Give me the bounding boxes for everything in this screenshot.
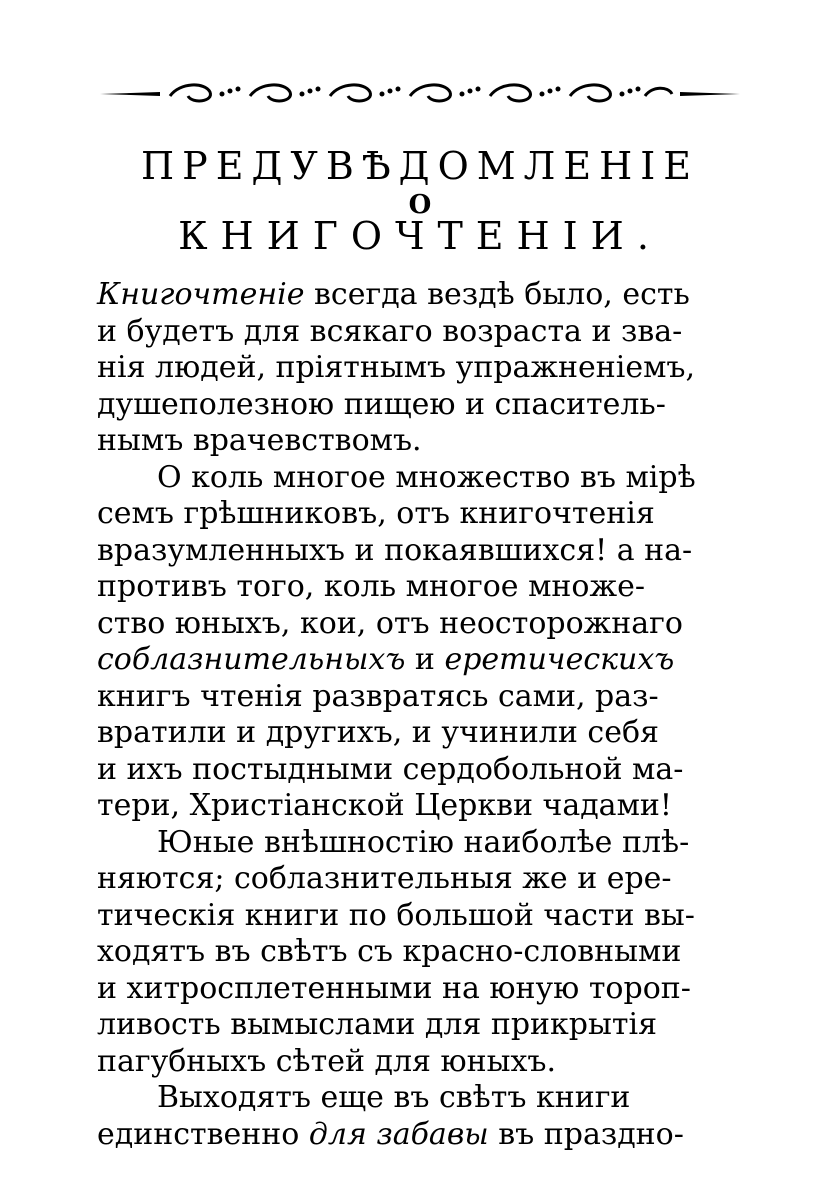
- text-line: душеполезною пищею и спаситель-: [97, 386, 666, 422]
- paragraph: [97, 277, 737, 460]
- text-line: вразумленныхъ и покаявшихся! а на-: [97, 532, 693, 568]
- text-line: няются; соблазнительныя же и ере-: [97, 861, 672, 896]
- text-line: тическія книги по большой части вы-: [97, 897, 695, 933]
- decorative-ornament-icon: [100, 74, 740, 110]
- text-line: Выходятъ еще въ свѣтъ книги: [157, 1080, 631, 1115]
- text-line: и будетъ для всякаго возраста и зва-: [97, 313, 683, 349]
- text-line: соблазнительныхъ и еретическихъ: [97, 642, 675, 677]
- text-line: тери, Христіанской Церкви чадами!: [97, 788, 672, 823]
- text-line: вратили и другихъ, и учинили себя: [97, 715, 659, 750]
- text-line: книгъ чтенія развратясь сами, раз-: [97, 678, 659, 714]
- text-line: пагубныхъ сѣтей для юныхъ.: [97, 1043, 557, 1079]
- body-text: [97, 277, 737, 1153]
- text-line: и хитросплетенными на юную тороп-: [97, 970, 691, 1006]
- text-line: семъ грѣшниковъ, отъ книгочтенія: [97, 496, 655, 531]
- title-conjunction: О: [408, 190, 432, 220]
- text-line: нія людей, пріятнымъ упражненіемъ,: [97, 350, 696, 385]
- text-line: ходятъ въ свѣтъ съ красно-словными: [97, 934, 682, 969]
- page-subtitle: КНИГОЧТЕНІИ.: [178, 214, 662, 258]
- paragraph: [97, 825, 737, 1081]
- text-line: единственно для забавы въ праздно-: [97, 1116, 684, 1152]
- text-line: ливость вымыслами для прикрытія: [97, 1007, 657, 1042]
- paragraph: [97, 1080, 737, 1153]
- page-title: ПРЕДУВѢДОМЛЕНІЕ: [141, 144, 699, 188]
- text-line: и ихъ постыдными сердобольной ма-: [97, 751, 684, 787]
- text-line: О коль многое множество въ мірѣ: [157, 459, 696, 495]
- text-line: Юные внѣшностію наиболѣе плѣ-: [157, 824, 690, 860]
- text-line: противъ того, коль многое множе-: [97, 569, 645, 604]
- text-line: ство юныхъ, кои, отъ неосторожнаго: [97, 605, 683, 641]
- paragraph: [97, 460, 737, 825]
- text-line: нымъ врачевствомъ.: [97, 423, 422, 458]
- text-line: Книгочтеніе всегда вездѣ было, есть: [97, 277, 690, 312]
